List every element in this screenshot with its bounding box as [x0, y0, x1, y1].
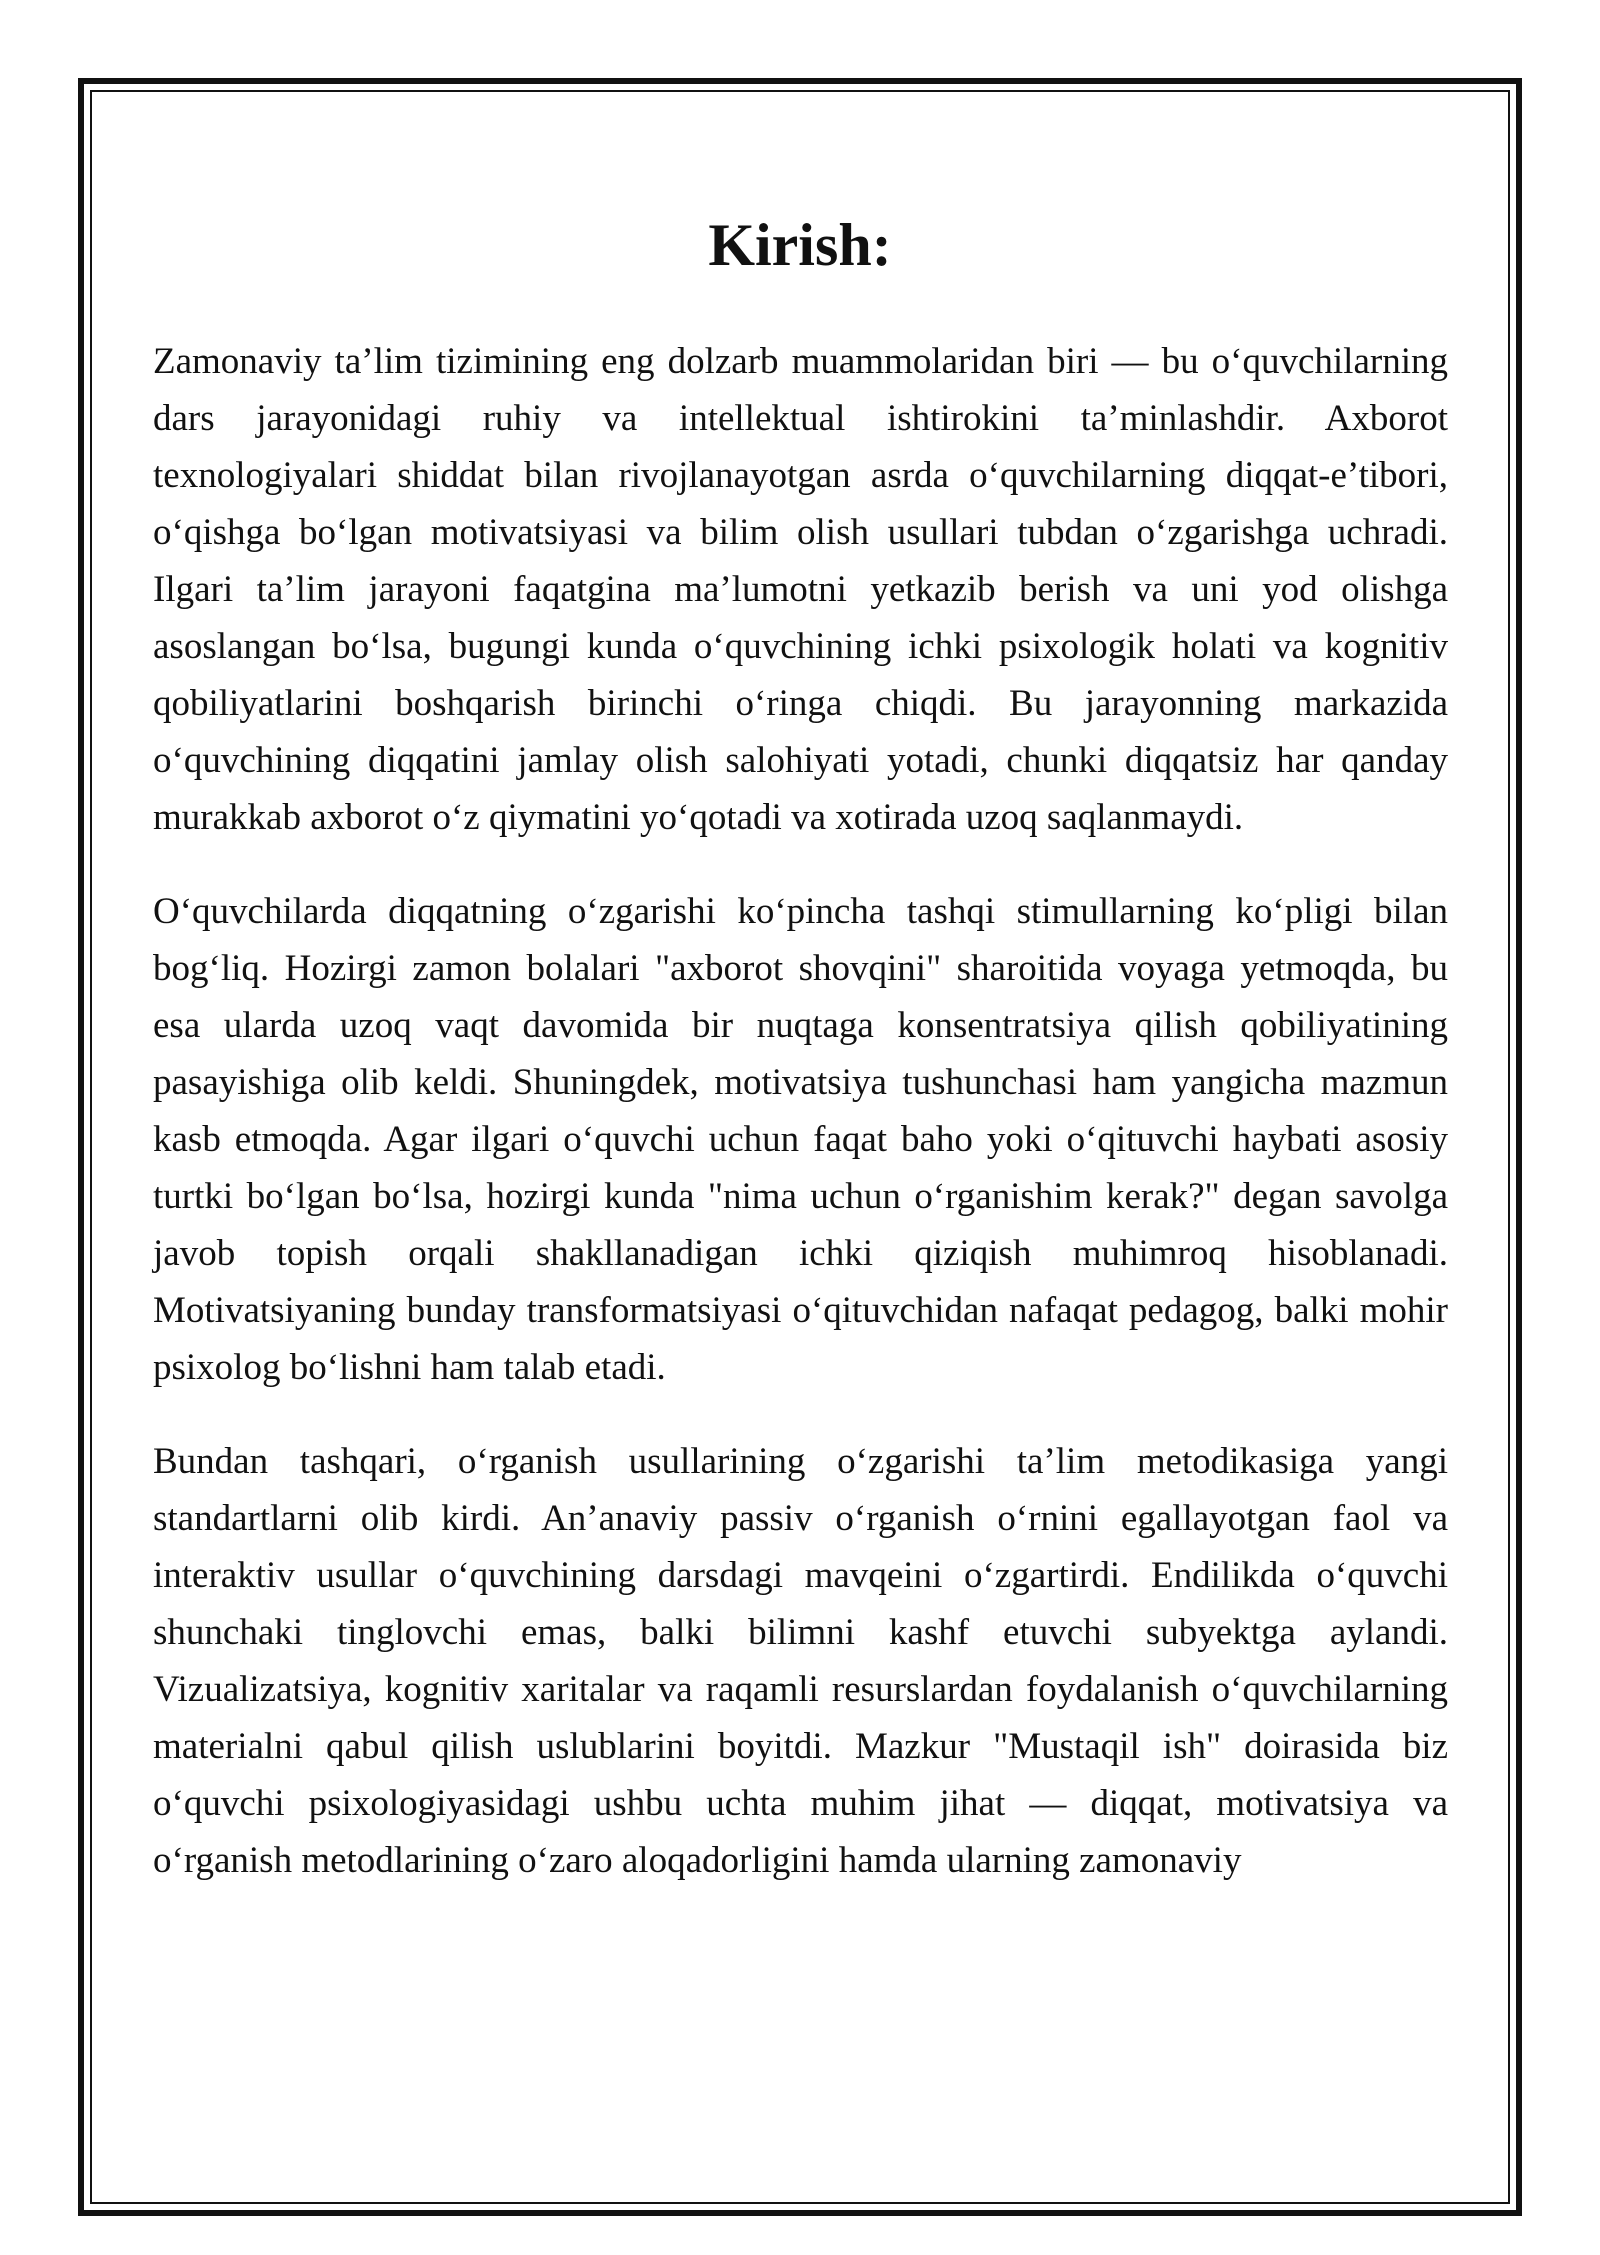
paragraph-2: O‘quvchilarda diqqatning o‘zgarishi ko‘pincha tashqi stimullarning ko‘pligi bilan bog‘liq. Hozirgi zamon bolalari "axborot shovqini" sharoitida voyaga yetmoqda, bu esa ularda uzoq vaqt davomida bir nuqtaga konsentratsiya qilish qobiliyatining pasayishiga olib keldi. Shuningdek, motivatsiya tushunchasi ham yangicha mazmun kasb etmoqda. Agar ilgari o‘quvchi uchun faqat baho yoki o‘qituvchi haybati asosiy turtki bo‘lgan bo‘lsa, hozirgi kunda "nima uchun o‘rganishim kerak?" degan savolga javob topish orqali shakllanadigan ichki qiziqish muhimroq hisoblanadi. Motivatsiyaning bunday transformatsiyasi o‘qituvchidan nafaqat pedagog, balki mohir psixolog bo‘lishni ham talab etadi.	[153, 891, 1448, 1388]
paragraph-1: Zamonaviy ta’lim tizimining eng dolzarb muammolaridan biri — bu o‘quvchilarning dars jarayonidagi ruhiy va intellektual ishtirokini ta’minlashdir. Axborot texnologiyalari shiddat bilan rivojlanayotgan asrda o‘quvchilarning diqqat-e’tibori, o‘qishga bo‘lgan motivatsiyasi va bilim olish usullari tubdan o‘zgarishga uchradi. Ilgari ta’lim jarayoni faqatgina ma’lumotni yetkazib berish va uni yod olishga asoslangan bo‘lsa, bugungi kunda o‘quvchining ichki psixologik holati va kognitiv qobiliyatlarini boshqarish birinchi o‘ringa chiqdi. Bu jarayonning markazida o‘quvchining diqqatini jamlay olish salohiyati yotadi, chunki diqqatsiz har qanday murakkab axborot o‘z qiymatini yo‘qotadi va xotirada uzoq saqlanmaydi.	[153, 341, 1448, 838]
document-body	[153, 333, 1448, 1889]
page-title: Kirish:	[708, 212, 892, 278]
paragraph-3: Bundan tashqari, o‘rganish usullarining o‘zgarishi ta’lim metodikasiga yangi standartlarni olib kirdi. An’anaviy passiv o‘rganish o‘rnini egallayotgan faol va interaktiv usullar o‘quvchining darsdagi mavqeini o‘zgartirdi. Endilikda o‘quvchi shunchaki tinglovchi emas, balki bilimni kashf etuvchi subyektga aylandi. Vizualizatsiya, kognitiv xaritalar va raqamli resurslardan foydalanish o‘quvchilarning materialni qabul qilish uslublarini boyitdi. Mazkur "Mustaqil ish" doirasida biz o‘quvchi psixologiyasidagi ushbu uchta muhim jihat — diqqat, motivatsiya va o‘rganish metodlarining o‘zaro aloqadorligini hamda ularning zamonaviy	[153, 1441, 1448, 1881]
